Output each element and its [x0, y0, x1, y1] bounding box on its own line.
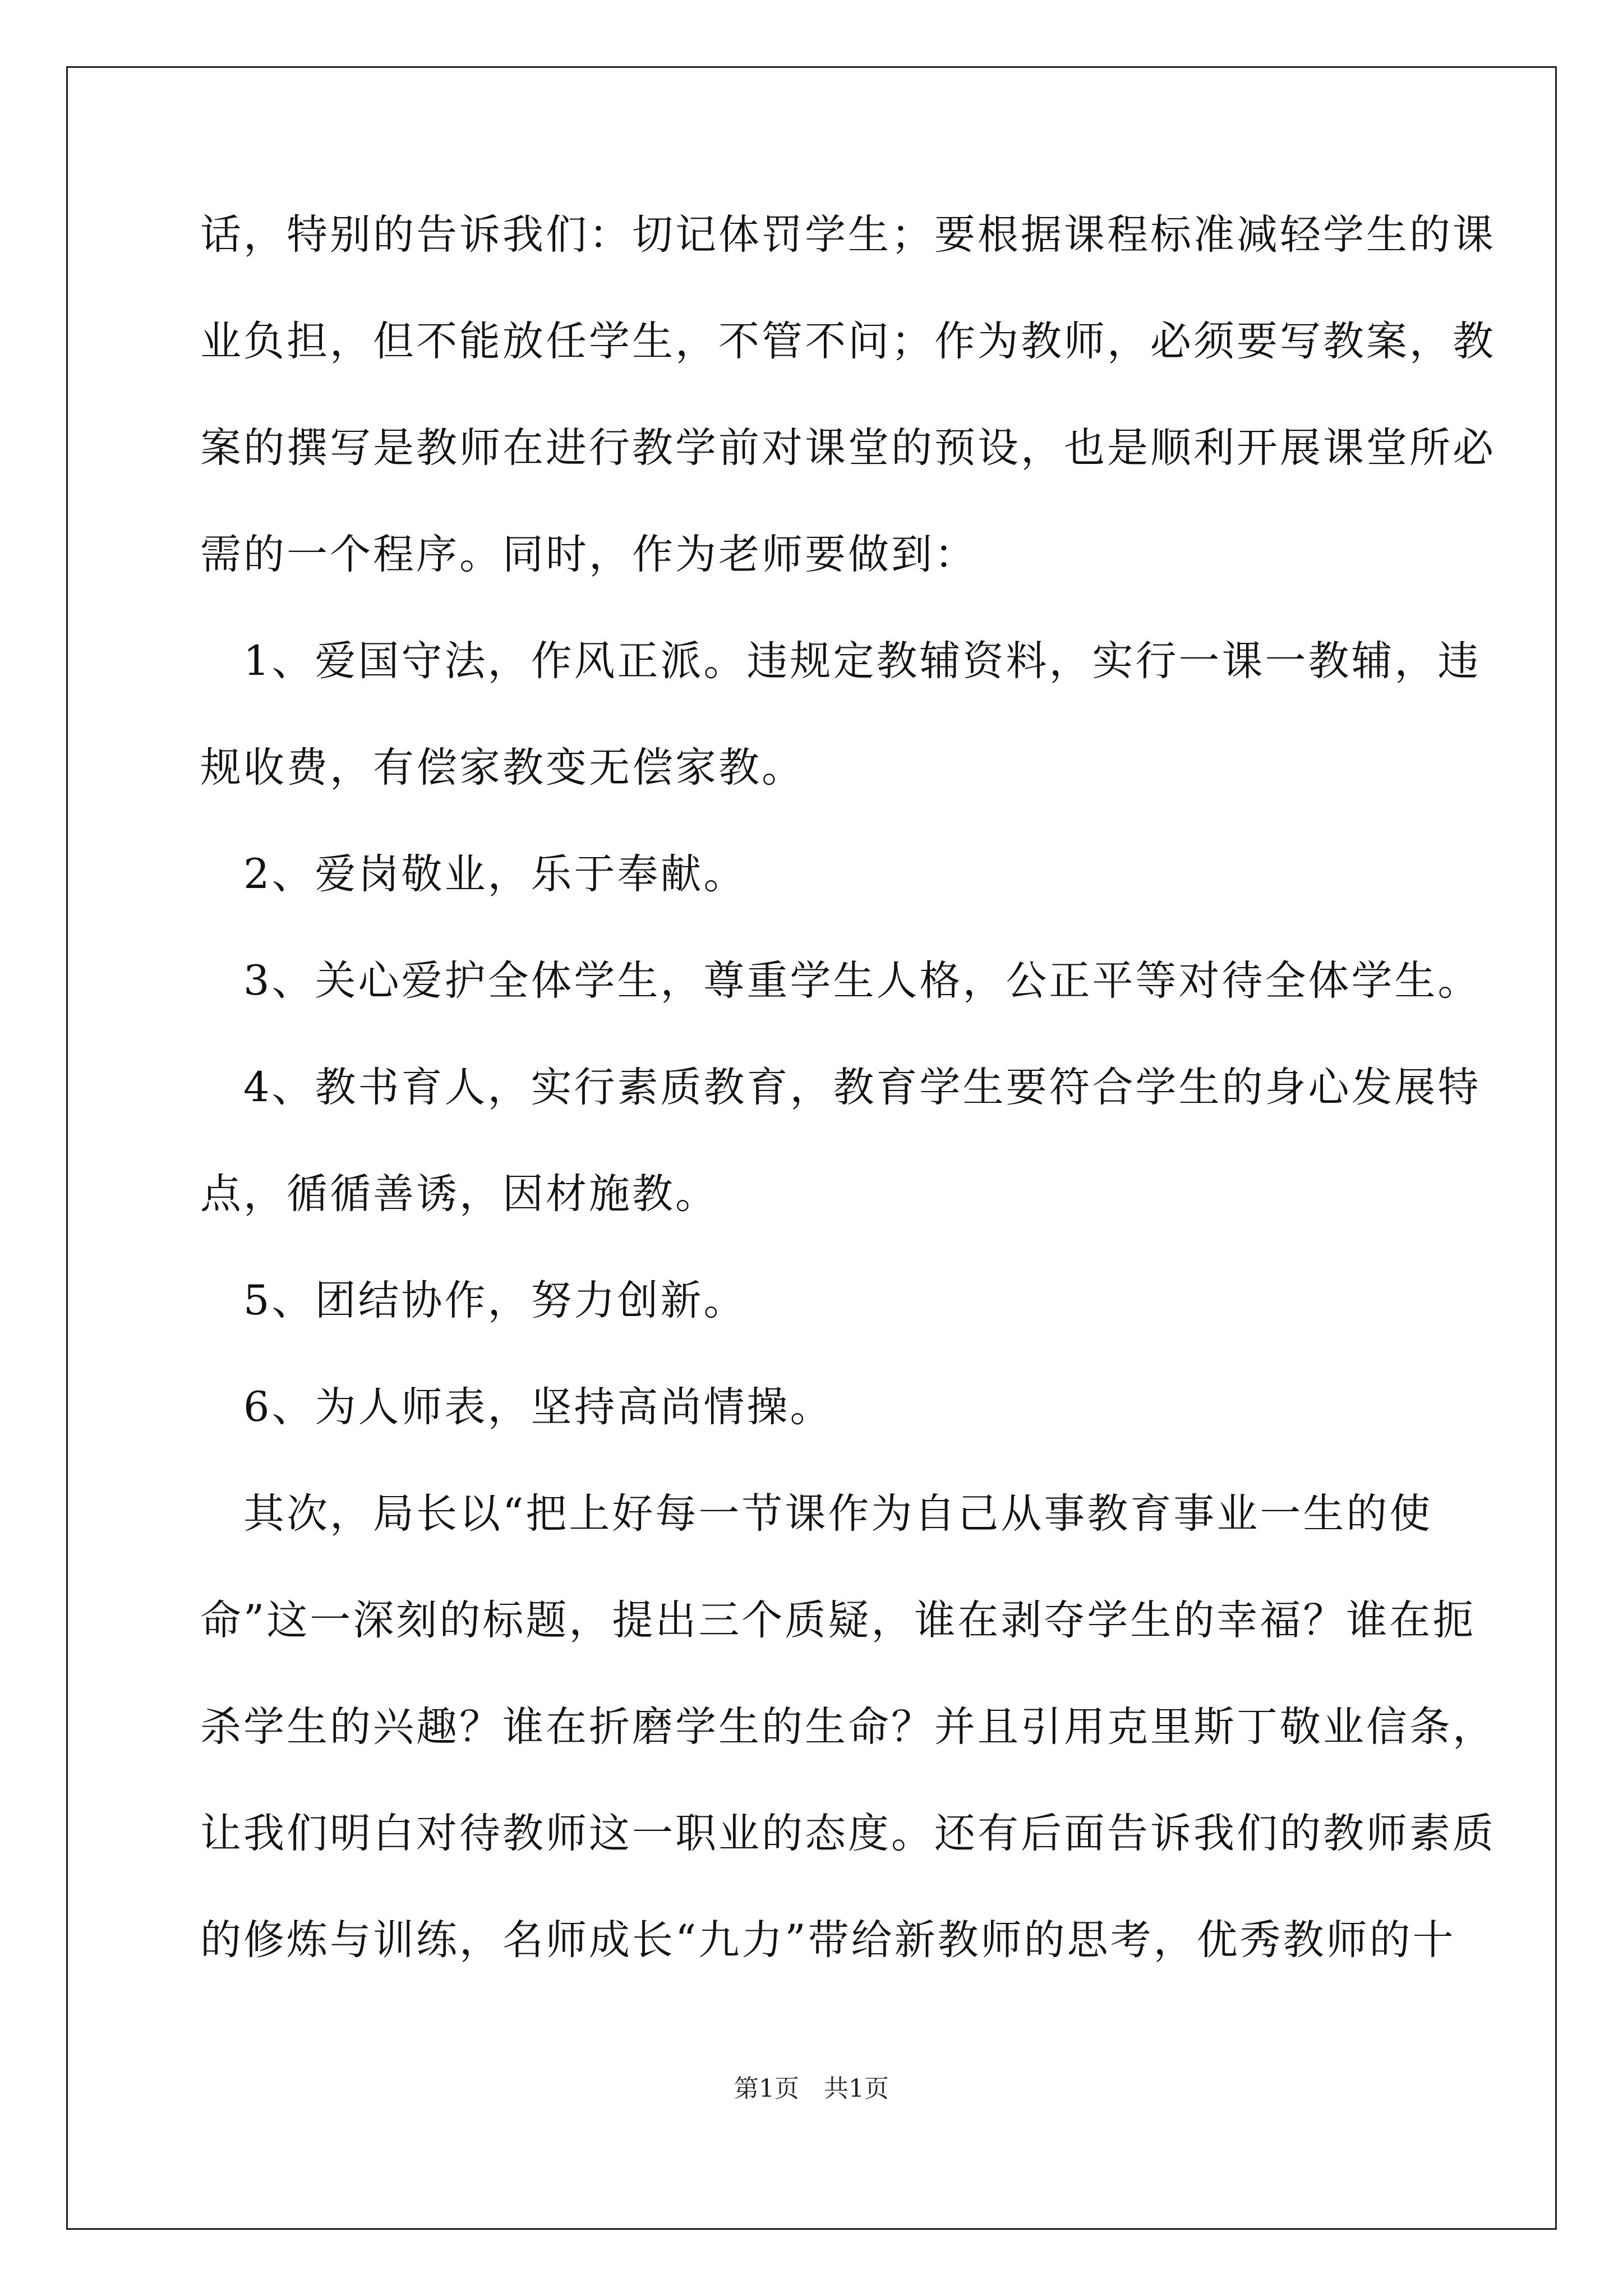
text-line: 点，循循善诱，因材施教。 [200, 1170, 718, 1218]
page-border [66, 66, 1557, 2230]
text-line: 6、为人师表，坚持高尚情操。 [200, 1383, 833, 1431]
text-line: 案的撰写是教师在进行教学前对课堂的预设，也是顺利开展课堂所必 [200, 424, 1496, 472]
text-line: 杀学生的兴趣？谁在折磨学生的生命？并且引用克里斯丁敬业信条， [200, 1703, 1496, 1751]
page-footer: 第1页 共1页 [734, 2074, 889, 2103]
text-line: 需的一个程序。同时，作为老师要做到： [200, 531, 978, 578]
text-line: 规收费，有偿家教变无偿家教。 [200, 744, 805, 792]
text-line: 的修炼与训练，名师成长“九力”带给新教师的思考，优秀教师的十 [200, 1916, 1456, 1964]
text-line: 5、团结协作，努力创新。 [200, 1277, 747, 1324]
text-line: 2、爱岗敬业，乐于奉献。 [200, 850, 747, 898]
text-line: 1、爱国守法，作风正派。违规定教辅资料，实行一课一教辅，违 [200, 637, 1481, 685]
text-line: 话，特别的告诉我们：切记体罚学生；要根据课程标准减轻学生的课 [200, 211, 1496, 259]
text-line: 让我们明白对待教师这一职业的态度。还有后面告诉我们的教师素质 [200, 1810, 1496, 1857]
text-line: 其次，局长以“把上好每一节课作为自己从事教育事业一生的使 [200, 1490, 1433, 1538]
text-line: 业负担，但不能放任学生，不管不问；作为教师，必须要写教案，教 [200, 318, 1496, 365]
text-line: 3、关心爱护全体学生，尊重学生人格，公正平等对待全体学生。 [200, 957, 1481, 1005]
text-line: 4、教书育人，实行素质教育，教育学生要符合学生的身心发展特 [200, 1064, 1481, 1111]
text-line: 命”这一深刻的标题，提出三个质疑，谁在剥夺学生的幸福？谁在扼 [200, 1596, 1476, 1644]
